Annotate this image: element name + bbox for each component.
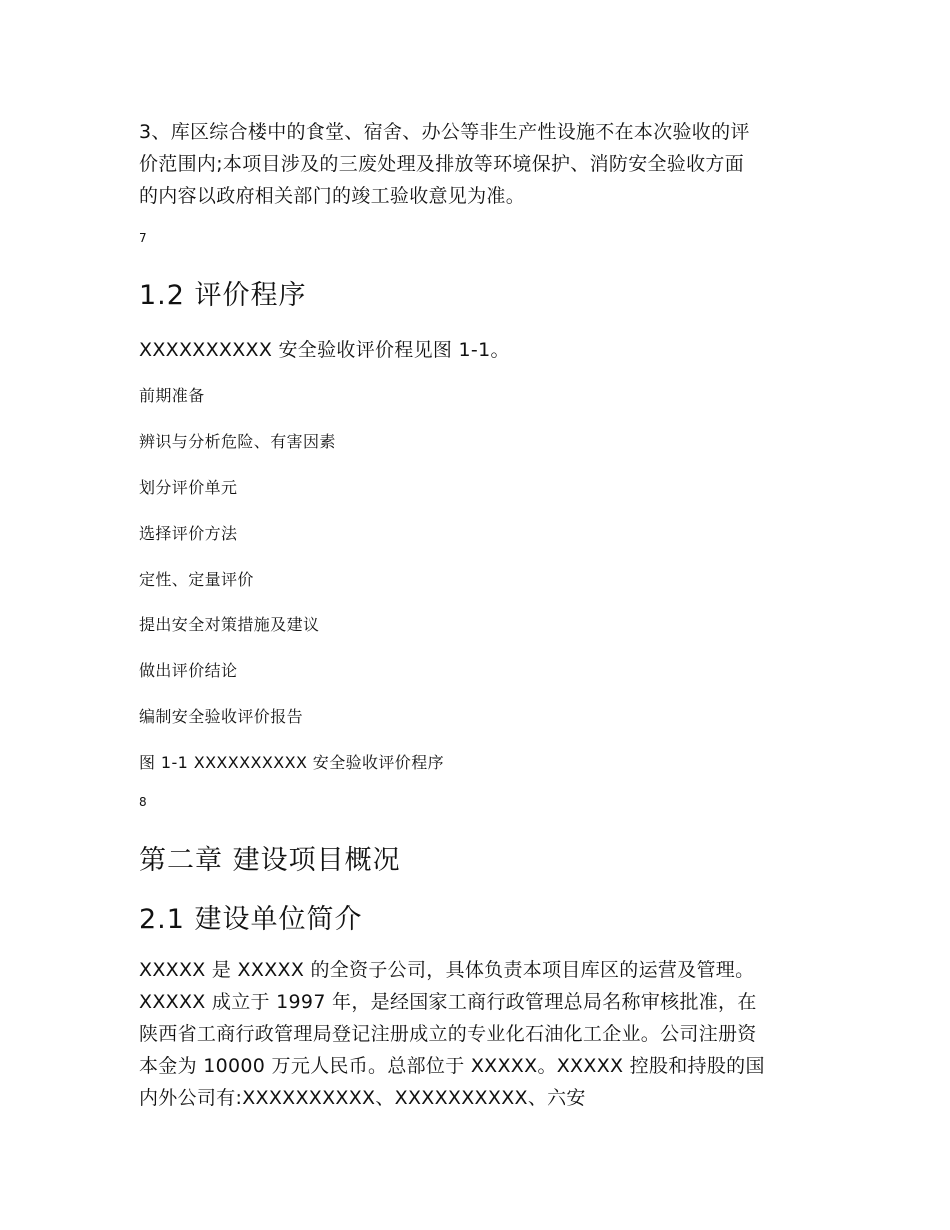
section-heading-1-2: 1.2 评价程序 (139, 280, 307, 311)
paragraph-line: XXXXX 是 XXXXX 的全资子公司，具体负责本项目库区的运营及管理。 (139, 959, 755, 981)
page-number: 7 (139, 231, 147, 245)
flow-step: 做出评价结论 (139, 661, 238, 680)
paragraph-line: 价范围内;本项目涉及的三废处理及排放等环境保护、消防安全验收方面 (139, 153, 745, 175)
flow-step: 前期准备 (139, 386, 205, 405)
flow-step: 划分评价单元 (139, 478, 238, 497)
figure-caption: 图 1-1 XXXXXXXXXX 安全验收评价程序 (139, 753, 445, 772)
paragraph-line: 3、库区综合楼中的食堂、宿舍、办公等非生产性设施不在本次验收的评 (139, 121, 750, 143)
paragraph-line: 的内容以政府相关部门的竣工验收意见为准。 (139, 185, 526, 207)
flow-step: 编制安全验收评价报告 (139, 707, 304, 726)
page-number: 8 (139, 795, 147, 809)
paragraph-line: 陕西省工商行政管理局登记注册成立的专业化石油化工企业。公司注册资 (139, 1023, 757, 1045)
flow-step: 辨识与分析危险、有害因素 (139, 432, 336, 451)
flow-step: 提出安全对策措施及建议 (139, 615, 320, 634)
flow-step: 选择评价方法 (139, 524, 238, 543)
paragraph-scope-note (139, 116, 819, 212)
section-heading-2-1: 2.1 建设单位简介 (139, 904, 363, 935)
chapter-title: 第二章 建设项目概况 (139, 845, 401, 876)
paragraph-line: XXXXX 成立于 1997 年，是经国家工商行政管理总局名称审核批准，在 (139, 991, 757, 1013)
paragraph-company-intro (139, 954, 819, 1114)
paragraph-line: 内外公司有:XXXXXXXXXX、XXXXXXXXXX、六安 (139, 1087, 586, 1109)
program-intro-text: XXXXXXXXXX 安全验收评价程见图 1-1。 (139, 339, 510, 361)
flow-step: 定性、定量评价 (139, 570, 254, 589)
paragraph-line: 本金为 10000 万元人民币。总部位于 XXXXX。XXXXX 控股和持股的国 (139, 1055, 765, 1077)
